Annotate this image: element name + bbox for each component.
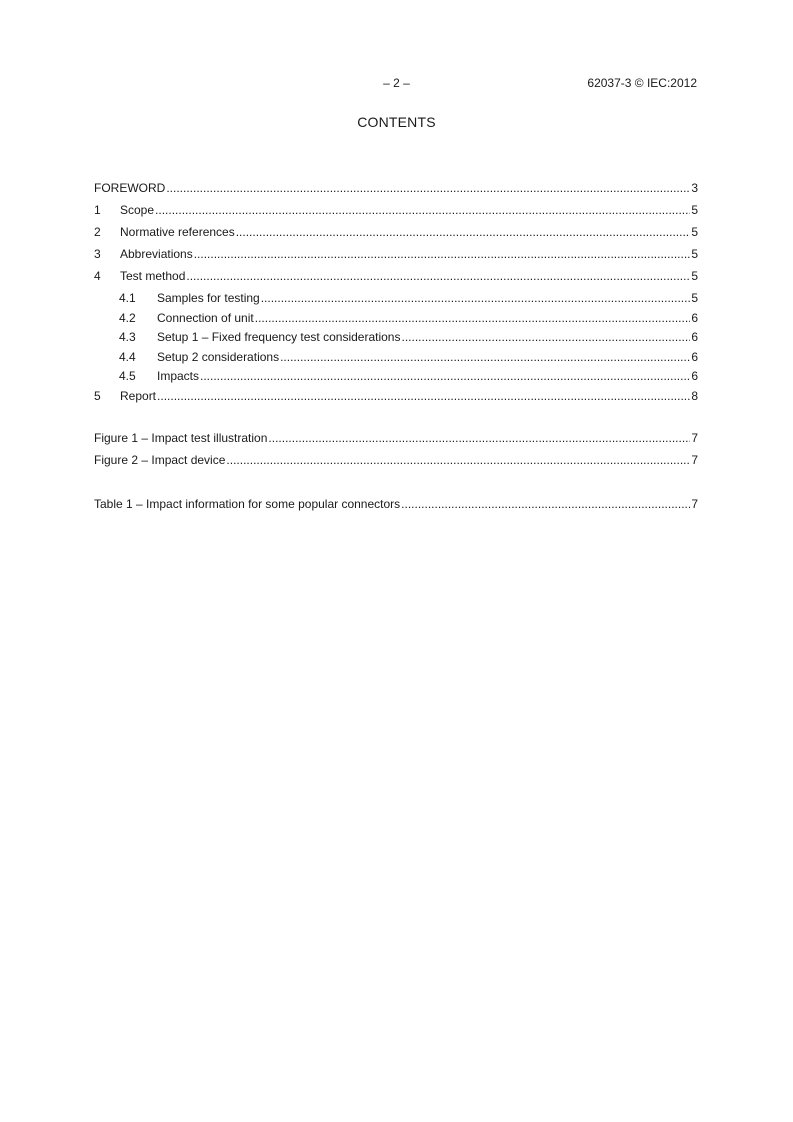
toc-entry-page: 6 [691,330,698,344]
toc-dot-leader [236,224,691,240]
toc-entry-number: 4.5 [119,369,136,383]
toc-entry-page: 5 [691,247,698,261]
toc-entry-setup-1[interactable] [94,329,698,349]
toc-entry-title: Samples for testing [157,291,260,305]
toc-entry-page: 5 [691,203,698,217]
toc-entry-page: 3 [691,181,698,195]
toc-dot-leader [401,329,690,345]
list-of-tables [94,496,698,518]
document-reference: 62037-3 © IEC:2012 [587,76,697,90]
toc-dot-leader [194,246,691,262]
toc-entry-number: 2 [94,225,101,239]
toc-entry-number: 5 [94,388,101,403]
toc-entry-scope[interactable] [94,202,698,224]
toc-dot-leader [255,310,691,326]
page-number: – 2 – [383,76,410,90]
toc-dot-leader [226,452,690,468]
toc-entry-page: 8 [691,388,698,403]
toc-dot-leader [200,368,690,384]
toc-entry-title: Impacts [157,369,200,383]
toc-entry-setup-2[interactable] [94,349,698,369]
toc-entry-foreword[interactable] [94,180,698,202]
figure-entry-page: 7 [691,453,698,467]
figure-entry-page: 7 [691,431,698,445]
toc-entry-number: 1 [94,203,101,217]
toc-entry-page: 6 [691,310,698,325]
toc-entry-title: Report [120,388,157,403]
toc-entry-number: 4 [94,269,101,283]
toc-entry-title: Abbreviations [120,247,193,261]
toc-dot-leader [186,268,690,284]
toc-entry-page: 5 [691,225,698,239]
toc-entry-test-method[interactable] [94,268,698,290]
toc-entry-number: 4.2 [119,310,136,325]
toc-entry-report[interactable] [94,388,698,410]
toc-entry-page: 5 [691,291,698,305]
toc-entry-page: 5 [691,269,698,283]
toc-entry-abbreviations[interactable] [94,246,698,268]
toc-entry-title: Scope [120,203,155,217]
toc-entry-title: Setup 2 considerations [157,349,280,364]
toc-entry-normative-references[interactable] [94,224,698,246]
table-entry-title: Table 1 – Impact information for some popular connectors [94,497,401,511]
toc-entry-number: 4.3 [119,330,136,344]
figure-entry-1[interactable] [94,430,698,452]
toc-entry-title: Normative references [120,225,235,239]
table-entry-1[interactable] [94,496,698,518]
toc-entry-page: 6 [691,349,698,364]
toc-dot-leader [401,496,690,512]
toc-entry-title: FOREWORD [94,181,166,195]
figure-entry-title: Figure 2 – Impact device [94,453,226,467]
toc-entry-number: 4.1 [119,291,136,305]
toc-entry-title: Setup 1 – Fixed frequency test considerations [157,330,401,344]
toc-entry-samples-for-testing[interactable] [94,290,698,310]
toc-dot-leader [157,388,690,404]
list-of-figures [94,430,698,474]
toc-entry-title: Test method [120,269,186,283]
toc-entry-impacts[interactable] [94,368,698,388]
toc-dot-leader [155,202,690,218]
table-entry-page: 7 [691,497,698,511]
toc-dot-leader [268,430,690,446]
contents-heading: CONTENTS [357,114,436,130]
table-of-contents [94,180,698,410]
toc-entry-title: Connection of unit [157,310,254,325]
toc-dot-leader [166,180,690,196]
figure-entry-title: Figure 1 – Impact test illustration [94,431,268,445]
figure-entry-2[interactable] [94,452,698,474]
toc-entry-page: 6 [691,369,698,383]
toc-dot-leader [261,290,691,306]
toc-entry-connection-of-unit[interactable] [94,310,698,330]
toc-dot-leader [280,349,690,365]
toc-entry-number: 4.4 [119,349,136,364]
toc-entry-number: 3 [94,247,101,261]
